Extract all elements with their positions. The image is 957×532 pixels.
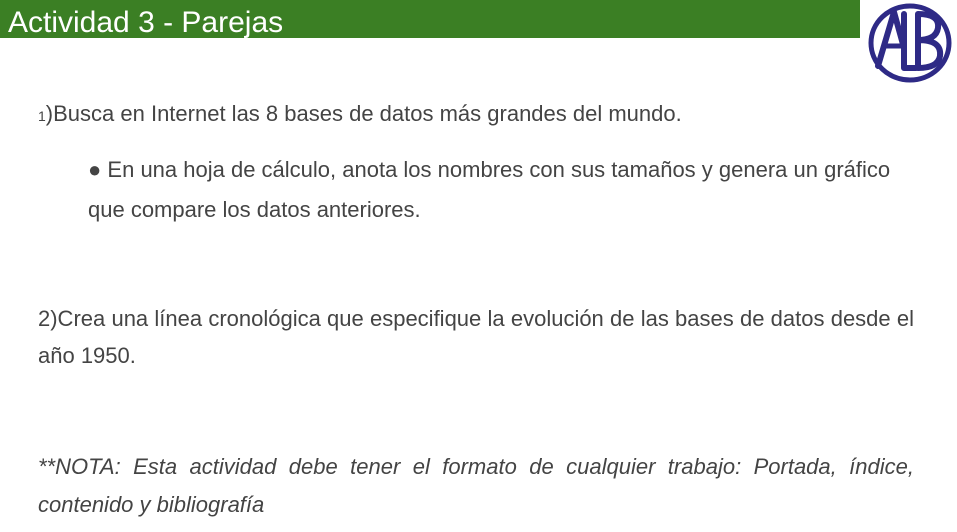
school-logo [860,0,957,86]
bullet-item [88,150,914,230]
activity-item-1 [38,95,682,135]
page-title: Actividad 3 - Parejas [8,6,284,38]
alb-logo-icon [866,2,954,84]
item-1-number: 1 [38,108,46,124]
item-1-text: )Busca en Internet las 8 bases de datos más grandes del mundo. [45,101,682,126]
title-bar [0,0,860,38]
bullet-text: En una hoja de cálculo, anota los nombres con sus tamaños y genera un gráfico que compare los datos anteriores. [88,157,891,222]
activity-note: **NOTA: Esta actividad debe tener el formato de cualquier trabajo: Portada, índice, contenido y bibliografía [38,454,914,517]
activity-item-2: 2)Crea una línea cronológica que especifique la evolución de las bases de datos desde el año 1950. [38,306,914,368]
bullet-icon: ● [88,157,102,182]
